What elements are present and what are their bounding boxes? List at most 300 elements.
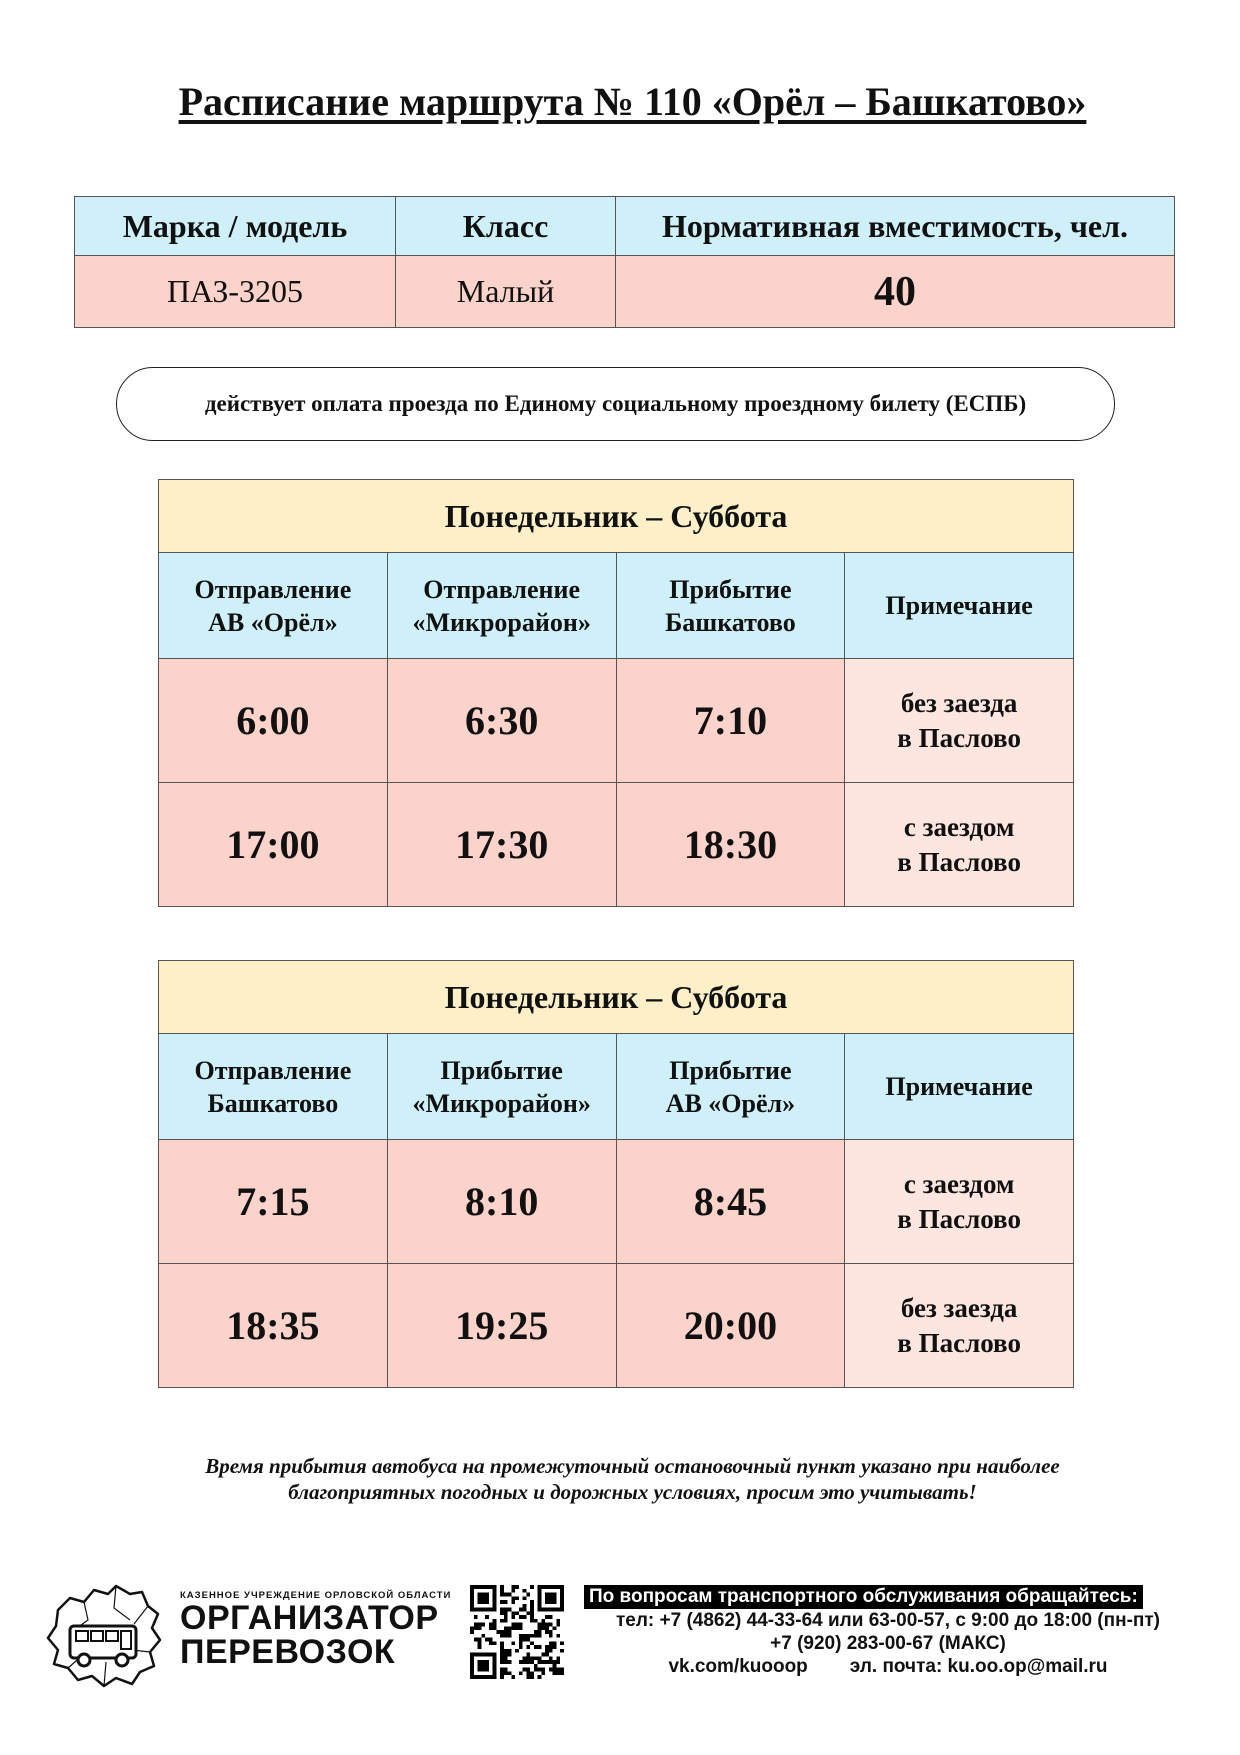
footnote [0, 1453, 1240, 1505]
schedule-columns-row [159, 553, 1074, 659]
qr-module [515, 1626, 519, 1630]
qr-module [500, 1630, 504, 1634]
time-cell: 6:00 [159, 659, 388, 783]
qr-module [478, 1596, 482, 1600]
qr-module [556, 1585, 560, 1589]
qr-module [485, 1638, 489, 1642]
qr-module [493, 1600, 497, 1604]
qr-module [560, 1641, 564, 1645]
qr-module [515, 1596, 519, 1600]
column-header: Отправление «Микрорайон» [387, 553, 616, 659]
qr-module [541, 1585, 545, 1589]
qr-module [485, 1668, 489, 1672]
vehicle-model: ПАЗ-3205 [75, 256, 396, 328]
qr-module [474, 1585, 478, 1589]
qr-module [493, 1671, 497, 1675]
qr-module [530, 1585, 534, 1589]
qr-module [508, 1593, 512, 1597]
qr-module [538, 1596, 542, 1600]
qr-module [489, 1675, 493, 1679]
contacts-block [584, 1585, 1192, 1678]
qr-module [549, 1600, 553, 1604]
qr-module [545, 1626, 549, 1630]
qr-module [489, 1585, 493, 1589]
qr-module [500, 1649, 504, 1653]
qr-module [481, 1660, 485, 1664]
qr-module [485, 1593, 489, 1597]
qr-module [470, 1653, 474, 1657]
qr-module [541, 1608, 545, 1612]
qr-module [474, 1653, 478, 1657]
qr-module [556, 1623, 560, 1627]
qr-module [470, 1589, 474, 1593]
qr-module [523, 1634, 527, 1638]
qr-module [508, 1634, 512, 1638]
qr-module [470, 1630, 474, 1634]
organization-subtitle: КАЗЕННОЕ УЧРЕЖДЕНИЕ ОРЛОВСКОЙ ОБЛАСТИ [180, 1590, 452, 1601]
note-cell: с заездом в Паслово [845, 783, 1074, 907]
qr-module [530, 1600, 534, 1604]
qr-module [530, 1608, 534, 1612]
qr-module [481, 1668, 485, 1672]
qr-module [493, 1585, 497, 1589]
qr-module [478, 1664, 482, 1668]
time-cell: 8:45 [616, 1140, 845, 1264]
qr-module [534, 1656, 538, 1660]
qr-module [530, 1611, 534, 1615]
qr-module [553, 1585, 557, 1589]
column-header: Прибытие АВ «Орёл» [616, 1034, 845, 1140]
qr-module [470, 1593, 474, 1597]
qr-module [519, 1623, 523, 1627]
qr-module [526, 1645, 530, 1649]
qr-module [526, 1660, 530, 1664]
qr-module [493, 1664, 497, 1668]
qr-module [545, 1608, 549, 1612]
qr-module [481, 1664, 485, 1668]
qr-module [478, 1645, 482, 1649]
qr-module [553, 1668, 557, 1672]
qr-module [478, 1660, 482, 1664]
qr-module [560, 1600, 564, 1604]
schedule-columns-row [159, 1034, 1074, 1140]
qr-module [470, 1664, 474, 1668]
column-header: Примечание [845, 553, 1074, 659]
qr-module [523, 1608, 527, 1612]
vehicle-class: Малый [396, 256, 616, 328]
time-cell: 6:30 [387, 659, 616, 783]
qr-module [493, 1641, 497, 1645]
qr-module [556, 1619, 560, 1623]
qr-module [538, 1600, 542, 1604]
qr-module [500, 1653, 504, 1657]
email-link[interactable]: эл. почта: ku.oo.op@mail.ru [849, 1656, 1108, 1677]
qr-module [526, 1653, 530, 1657]
qr-module [504, 1668, 508, 1672]
qr-module [511, 1585, 515, 1589]
qr-module [470, 1585, 474, 1589]
qr-module [493, 1589, 497, 1593]
qr-module [556, 1668, 560, 1672]
qr-module [560, 1608, 564, 1612]
time-cell: 17:00 [159, 783, 388, 907]
qr-module [504, 1593, 508, 1597]
schedule-day-header: Понедельник – Суббота [159, 480, 1074, 553]
qr-module [541, 1623, 545, 1627]
qr-module [549, 1593, 553, 1597]
qr-module [511, 1611, 515, 1615]
qr-module [504, 1653, 508, 1657]
qr-module [519, 1641, 523, 1645]
qr-module [549, 1656, 553, 1660]
qr-module [530, 1619, 534, 1623]
qr-module [470, 1604, 474, 1608]
page-title: Расписание маршрута № 110 «Орёл – Башкатово» [178, 79, 1087, 124]
qr-module [504, 1619, 508, 1623]
qr-module [556, 1671, 560, 1675]
qr-module [504, 1615, 508, 1619]
qr-module [478, 1626, 482, 1630]
qr-module [519, 1660, 523, 1664]
qr-module [541, 1619, 545, 1623]
qr-module [474, 1638, 478, 1642]
vk-link[interactable]: vk.com/kuooop [668, 1656, 808, 1677]
qr-module [553, 1600, 557, 1604]
qr-module [511, 1626, 515, 1630]
qr-module [493, 1626, 497, 1630]
qr-module [504, 1611, 508, 1615]
qr-module [470, 1626, 474, 1630]
qr-module [545, 1585, 549, 1589]
qr-module [560, 1668, 564, 1672]
qr-module [478, 1593, 482, 1597]
qr-module [493, 1596, 497, 1600]
qr-module [500, 1645, 504, 1649]
qr-module [478, 1585, 482, 1589]
qr-module [493, 1608, 497, 1612]
qr-module [508, 1626, 512, 1630]
qr-module [538, 1608, 542, 1612]
qr-module [538, 1630, 542, 1634]
qr-module [478, 1675, 482, 1679]
qr-module [504, 1656, 508, 1660]
qr-module [470, 1596, 474, 1600]
qr-module [526, 1671, 530, 1675]
qr-module [519, 1615, 523, 1619]
qr-module [511, 1675, 515, 1679]
qr-module [515, 1649, 519, 1653]
qr-module [474, 1626, 478, 1630]
qr-module [511, 1600, 515, 1604]
qr-module [500, 1660, 504, 1664]
qr-module [526, 1668, 530, 1672]
qr-module [500, 1593, 504, 1597]
qr-module [541, 1668, 545, 1672]
qr-module [470, 1608, 474, 1612]
time-cell: 7:15 [159, 1140, 388, 1264]
qr-module [545, 1593, 549, 1597]
qr-module [545, 1649, 549, 1653]
organization-name-line2: ПЕРЕВОЗОК [180, 1633, 396, 1671]
region-map-bus-icon [44, 1580, 164, 1690]
qr-module [485, 1600, 489, 1604]
qr-module [549, 1596, 553, 1600]
qr-module [478, 1600, 482, 1604]
qr-module [538, 1604, 542, 1608]
time-cell: 20:00 [616, 1264, 845, 1388]
time-cell: 8:10 [387, 1140, 616, 1264]
qr-module [556, 1656, 560, 1660]
qr-module [493, 1593, 497, 1597]
qr-module [500, 1589, 504, 1593]
qr-module [560, 1589, 564, 1593]
qr-module [519, 1634, 523, 1638]
vehicle-capacity: 40 [616, 256, 1175, 328]
qr-module [504, 1608, 508, 1612]
qr-module [500, 1634, 504, 1638]
qr-module [538, 1626, 542, 1630]
qr-module [508, 1630, 512, 1634]
qr-module [470, 1656, 474, 1660]
organization-logo [180, 1590, 451, 1669]
qr-module [560, 1604, 564, 1608]
qr-module [534, 1634, 538, 1638]
qr-module [545, 1623, 549, 1627]
qr-module [493, 1675, 497, 1679]
qr-module [508, 1608, 512, 1612]
table-row [159, 783, 1074, 907]
qr-module [478, 1668, 482, 1672]
qr-module [541, 1653, 545, 1657]
qr-module [493, 1623, 497, 1627]
qr-module [496, 1630, 500, 1634]
qr-module [526, 1593, 530, 1597]
qr-module [493, 1668, 497, 1672]
column-header: Прибытие «Микрорайон» [387, 1034, 616, 1140]
qr-module [500, 1671, 504, 1675]
qr-module [478, 1641, 482, 1645]
qr-module [504, 1649, 508, 1653]
qr-module [511, 1641, 515, 1645]
qr-module [481, 1600, 485, 1604]
qr-module [481, 1653, 485, 1657]
vehicle-header-class: Класс [396, 197, 616, 256]
qr-module [493, 1619, 497, 1623]
footnote-line: благоприятных погодных и дорожных условиях, просим это учитывать! [288, 1480, 977, 1504]
qr-module [553, 1664, 557, 1668]
time-cell: 7:10 [616, 659, 845, 783]
note-cell: без заезда в Паслово [845, 659, 1074, 783]
qr-module [538, 1623, 542, 1627]
qr-module [519, 1638, 523, 1642]
qr-module [530, 1675, 534, 1679]
qr-module [478, 1638, 482, 1642]
contacts-header: По вопросам транспортного обслуживания обращайтесь: [584, 1585, 1143, 1609]
qr-module [485, 1596, 489, 1600]
qr-module [515, 1611, 519, 1615]
qr-module [489, 1653, 493, 1657]
espb-note: действует оплата проезда по Единому социальному проездному билету (ЕСПБ) [116, 367, 1115, 441]
qr-module [545, 1645, 549, 1649]
qr-module [485, 1615, 489, 1619]
schedule-table-return [158, 960, 1074, 1388]
qr-module [523, 1596, 527, 1600]
qr-module [553, 1660, 557, 1664]
qr-module [545, 1596, 549, 1600]
qr-module [526, 1638, 530, 1642]
qr-module [504, 1671, 508, 1675]
qr-module [534, 1630, 538, 1634]
vehicle-table [74, 196, 1175, 328]
contacts-phone: тел: +7 (4862) 44-33-64 или 63-00-57, с 9:00 до 18:00 (пн-пт) [615, 1610, 1161, 1631]
qr-module [519, 1671, 523, 1675]
qr-module [556, 1634, 560, 1638]
qr-module [508, 1649, 512, 1653]
qr-module [481, 1608, 485, 1612]
qr-module [511, 1615, 515, 1619]
qr-module [560, 1649, 564, 1653]
qr-module [493, 1604, 497, 1608]
qr-module [530, 1656, 534, 1660]
organization-name-line1: ОРГАНИЗАТОР [180, 1599, 439, 1637]
qr-module [556, 1660, 560, 1664]
qr-module [485, 1675, 489, 1679]
qr-module [560, 1593, 564, 1597]
qr-module [508, 1660, 512, 1664]
note-cell: с заездом в Паслово [845, 1140, 1074, 1264]
qr-module [485, 1653, 489, 1657]
qr-module [541, 1671, 545, 1675]
qr-module [485, 1585, 489, 1589]
qr-module [530, 1604, 534, 1608]
qr-module [515, 1585, 519, 1589]
qr-module [549, 1634, 553, 1638]
column-header: Прибытие Башкатово [616, 553, 845, 659]
qr-module [470, 1675, 474, 1679]
qr-module [534, 1668, 538, 1672]
qr-module [489, 1641, 493, 1645]
qr-module [538, 1593, 542, 1597]
qr-module [493, 1653, 497, 1657]
qr-module [560, 1596, 564, 1600]
qr-module [504, 1600, 508, 1604]
qr-module [500, 1656, 504, 1660]
qr-module [538, 1634, 542, 1638]
qr-module [523, 1615, 527, 1619]
qr-module [534, 1619, 538, 1623]
qr-module [538, 1668, 542, 1672]
qr-module [549, 1641, 553, 1645]
qr-module [504, 1626, 508, 1630]
qr-module [526, 1611, 530, 1615]
qr-module [511, 1596, 515, 1600]
column-header: Отправление АВ «Орёл» [159, 553, 388, 659]
vehicle-header-row [75, 197, 1175, 256]
footnote-line: Время прибытия автобуса на промежуточный остановочный пункт указано при наиболее [205, 1454, 1060, 1478]
qr-module [526, 1675, 530, 1679]
qr-module [489, 1626, 493, 1630]
qr-module [481, 1675, 485, 1679]
qr-module [481, 1593, 485, 1597]
qr-module [534, 1664, 538, 1668]
qr-module [549, 1615, 553, 1619]
qr-module [553, 1596, 557, 1600]
qr-module [523, 1604, 527, 1608]
qr-module [474, 1615, 478, 1619]
qr-module [489, 1638, 493, 1642]
qr-module [538, 1675, 542, 1679]
qr-module [549, 1645, 553, 1649]
qr-module [470, 1668, 474, 1672]
qr-module [545, 1615, 549, 1619]
qr-module [556, 1608, 560, 1612]
qr-module [485, 1660, 489, 1664]
qr-module [523, 1589, 527, 1593]
qr-module [500, 1600, 504, 1604]
qr-module [519, 1608, 523, 1612]
qr-module [549, 1668, 553, 1672]
qr-module [504, 1630, 508, 1634]
qr-module [481, 1596, 485, 1600]
table-row [159, 659, 1074, 783]
qr-module [500, 1608, 504, 1612]
qr-module [485, 1608, 489, 1612]
vehicle-header-capacity: Нормативная вместимость, чел. [616, 197, 1175, 256]
table-row [159, 1264, 1074, 1388]
qr-module [523, 1638, 527, 1642]
time-cell: 18:30 [616, 783, 845, 907]
qr-module [560, 1671, 564, 1675]
qr-module [541, 1660, 545, 1664]
table-row [159, 1140, 1074, 1264]
qr-module [549, 1630, 553, 1634]
qr-module [553, 1593, 557, 1597]
qr-module [500, 1611, 504, 1615]
qr-module [549, 1608, 553, 1612]
qr-module [541, 1626, 545, 1630]
qr-module [538, 1585, 542, 1589]
qr-module [511, 1589, 515, 1593]
qr-module [523, 1656, 527, 1660]
qr-module [549, 1649, 553, 1653]
qr-module [545, 1630, 549, 1634]
qr-module [504, 1634, 508, 1638]
qr-module [500, 1619, 504, 1623]
qr-module [526, 1656, 530, 1660]
qr-module [553, 1608, 557, 1612]
time-cell: 17:30 [387, 783, 616, 907]
schedule-day-header: Понедельник – Суббота [159, 961, 1074, 1034]
qr-module [500, 1675, 504, 1679]
qr-module [549, 1585, 553, 1589]
vehicle-value-row [75, 256, 1175, 328]
qr-module [470, 1671, 474, 1675]
qr-module [478, 1608, 482, 1612]
qr-module [500, 1585, 504, 1589]
qr-module [549, 1660, 553, 1664]
qr-module [478, 1653, 482, 1657]
qr-module [493, 1660, 497, 1664]
qr-module [519, 1626, 523, 1630]
qr-module [553, 1641, 557, 1645]
qr-module [538, 1656, 542, 1660]
qr-module [500, 1641, 504, 1645]
qr-module [481, 1585, 485, 1589]
qr-module [549, 1623, 553, 1627]
qr-module [481, 1634, 485, 1638]
qr-module [530, 1615, 534, 1619]
qr-module [553, 1671, 557, 1675]
